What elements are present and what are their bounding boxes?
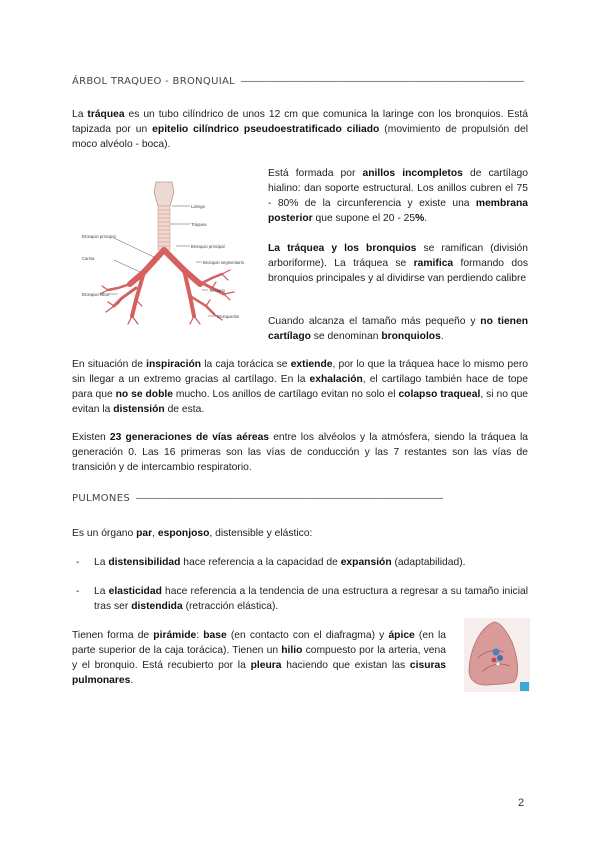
text-run: (retracción elástica). (182, 601, 279, 612)
text-run: se denominan (310, 331, 382, 342)
label-laringe: Laringe (191, 204, 205, 209)
bold-term: inspiración (146, 359, 202, 370)
bold-term: distensión (113, 404, 165, 415)
bold-term: tráquea (87, 109, 125, 120)
bold-term: epitelio cilíndrico pseudoestratificado ciliado (152, 124, 380, 135)
text-run: Cuando alcanza el tamaño más pequeño y (268, 316, 481, 327)
paragraph-bronquiolos (268, 314, 528, 344)
bold-term: ápice (388, 630, 415, 641)
bold-term: distendida (131, 601, 183, 612)
bold-term: La tráquea y los bronquios (268, 243, 417, 254)
label-segmentario: Bronquio segmentario (203, 260, 244, 265)
bold-term: colapso traqueal (398, 389, 481, 400)
label-traquea: Tráquea (191, 222, 207, 227)
text-run: (movimiento de propulsión del moco alvéolo - boca). (72, 124, 528, 150)
page-number: 2 (518, 797, 525, 809)
bold-term: membrana posterior (268, 198, 528, 224)
text-run: . (424, 213, 428, 224)
text-run: La (72, 109, 88, 120)
paragraph-ramificacion (268, 241, 528, 286)
bold-term: no tienen cartílago (268, 316, 528, 342)
bold-term: 23 generaciones de vías aéreas (109, 432, 270, 443)
list-item (76, 555, 528, 570)
bullet-elasticidad (94, 586, 528, 612)
text-run: (adaptabilidad). (391, 557, 466, 568)
bold-term: anillos incompletos (362, 168, 463, 179)
label-carina: Carina (82, 256, 95, 261)
label-bronquio-principal-izq: Bronquio principal (82, 234, 116, 239)
section-heading-pulmones (72, 491, 532, 506)
bold-term: expansión (340, 557, 392, 568)
bold-term: esponjoso (157, 528, 210, 539)
text-run: : (196, 630, 204, 641)
list-item (76, 584, 528, 614)
bold-term: hilio (281, 645, 303, 656)
paragraph-traquea-intro (72, 107, 528, 152)
text-run: que supone el 20 - 25 (312, 213, 416, 224)
section-heading-arbol (72, 74, 532, 89)
text-run: de cartílago hialino: dan soporte estructural. Los anillos cubren el 75 - 80% de la circunferencia y existe una (268, 168, 529, 209)
text-run: , (152, 528, 158, 539)
bold-term: % (415, 213, 425, 224)
text-run: hace referencia a la tendencia de una estructura a regresar a su tamaño inicial tras ser (94, 586, 528, 612)
bold-term: distensibilidad (108, 557, 181, 568)
text-run: Existen (72, 432, 110, 443)
label-bronquio-principal-der: Bronquio principal (191, 244, 225, 249)
section-title-text: ÁRBOL TRAQUEO - BRONQUIAL (72, 76, 235, 87)
paragraph-inspiracion (72, 357, 528, 417)
text-run: , por lo que la tráquea hace lo mismo pero sin llegar a un extremo gracias al cartílago. En la (72, 359, 528, 385)
bullet-dash: - (76, 557, 80, 568)
bold-term: extiende (290, 359, 333, 370)
text-run: La (94, 557, 109, 568)
text-run: es un tubo cilíndrico de unos 12 cm que comunica la laringe con los bronquios. Está tapizada por un (72, 109, 528, 135)
bold-term: ramifica (413, 258, 454, 269)
text-run: hace referencia a la capacidad de (180, 557, 341, 568)
label-terciario: Terciario (209, 288, 225, 293)
bold-term: no se doble (115, 389, 173, 400)
bold-term: cisuras pulmonares (72, 660, 446, 686)
paragraph-forma-pulmon (72, 628, 446, 688)
text-run: compuesto por la arteria, vena y el bronquio. Está recubierto por la (72, 645, 446, 671)
section-title-rule: ——————————————————————————————————————————————— (241, 76, 524, 87)
bold-term: exhalación (309, 374, 363, 385)
bullet-dash: - (76, 586, 80, 597)
label-bronquiolos: Bronquiolos (217, 314, 240, 319)
bold-term: elasticidad (108, 586, 162, 597)
text-run: . (130, 675, 134, 686)
text-run: , el cartílago también hace de tope para que (72, 374, 528, 400)
text-run: . (440, 331, 444, 342)
text-run: se ramifican (división arboriforme). La tráquea se (268, 243, 529, 269)
text-run: la caja torácica se (201, 359, 291, 370)
paragraph-anillos (268, 166, 528, 226)
paragraph-organo (72, 526, 528, 541)
lung-illustration (464, 618, 530, 692)
text-run: (en la parte superior de la caja torácica). Tienen un (72, 630, 446, 656)
bold-term: pleura (250, 660, 282, 671)
text-run: de esta. (164, 404, 205, 415)
text-run: Tienen forma de (72, 630, 154, 641)
text-run: , distensible y elástico: (209, 528, 313, 539)
bronchial-tree-figure (78, 176, 256, 328)
section-title-text: PULMONES (72, 493, 130, 504)
text-run: Es un órgano (72, 528, 137, 539)
paragraph-generaciones (72, 430, 528, 475)
bold-term: base (203, 630, 227, 641)
bullet-distensibilidad (94, 557, 465, 568)
bold-term: par (136, 528, 153, 539)
text-run: Está formada por (268, 168, 363, 179)
label-lobar: Bronquio lobar (82, 292, 110, 297)
text-run: , si no que evitan la (72, 389, 529, 415)
text-run: La (94, 586, 109, 597)
bold-term: bronquiolos (381, 331, 441, 342)
bold-term: pirámide (153, 630, 197, 641)
text-run: entre los alvéolos y la atmósfera, siendo la tráquea la generación 0. Las 16 primeras son las vías de conducción y las 7 restantes son las vías de transición y de intercambio respiratorio. (72, 432, 529, 473)
text-run: En situación de (72, 359, 147, 370)
text-run: formando dos bronquios principales y al dividirse van perdiendo calibre (268, 258, 528, 284)
kenhub-badge-icon (520, 682, 529, 691)
section-title-rule: ——————————————————————————————————————————————————— (136, 493, 444, 504)
text-run: (en contacto con el diafragma) y (226, 630, 389, 641)
text-run: haciendo que existan las (281, 660, 410, 671)
text-run: mucho. Los anillos de cartílago evitan no solo el (172, 389, 399, 400)
